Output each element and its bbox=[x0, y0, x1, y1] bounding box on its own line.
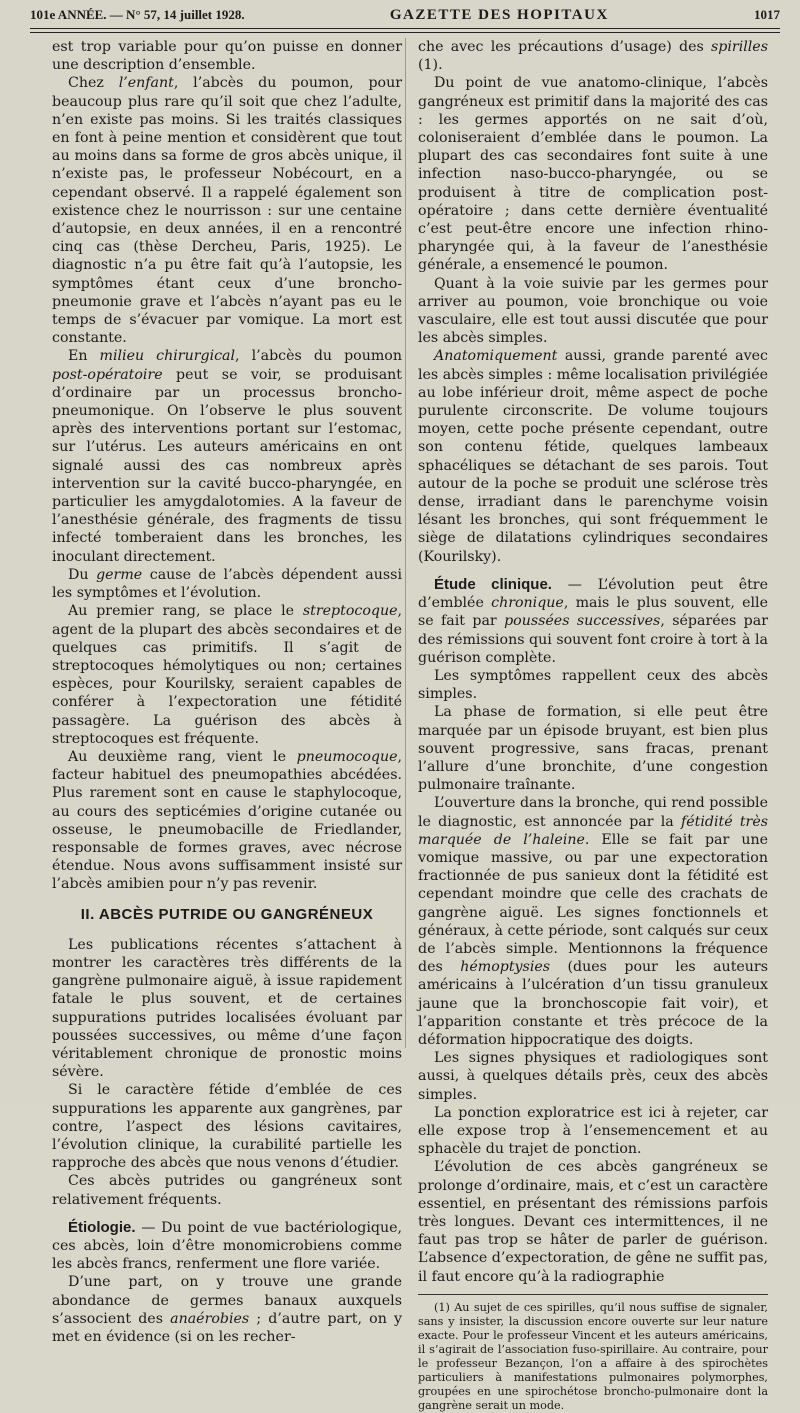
paragraph: Les signes physiques et radiologiques sont aussi, à quelques détails près, ceux des abcès simples. bbox=[418, 1050, 768, 1103]
paragraph: che avec les précautions d’usage) des spirilles (1). bbox=[418, 39, 768, 74]
paragraph: D’une part, on y trouve une grande abondance de germes banaux auxquels s’associent des anaérobies ; d’autre part, on y met en évidence (si on les recher- bbox=[52, 1274, 402, 1346]
issue-info: 101e ANNÉE. — N° 57, 14 juillet 1928. bbox=[30, 7, 245, 22]
section-heading: II. ABCÈS PUTRIDE OU GANGRÉNEUX bbox=[80, 905, 374, 923]
paragraph: Au deuxième rang, vient le pneumocoque, facteur habituel des pneumopathies abcédées. Plus rarement sont en cause le staphylocoque, au cours des septicémies d’origine cutanée ou osseuse, le pneumobacille de Friedlander, responsable de formes graves, avec nécrose étendue. Nous avons suffisamment insisté sur l’abcès amibien pour n’y pas revenir. bbox=[52, 748, 402, 893]
paragraph: Anatomiquement aussi, grande parenté avec les abcès simples : même localisation privilégiée au lobe inférieur droit, même aspect de poche purulente circonscrite. De volume toujours moyen, cette poche présente cependant, outre son contenu fétide, quelques lambeaux sphacéliques se détachant de ses parois. Tout autour de la poche se produit une sclérose très dense, irradiant dans le parenchyme voisin lésant les bronches, qui sont fréquemment le siège de dilatations cylindriques secondaires (Kourilsky). bbox=[418, 348, 768, 565]
paragraph: Ces abcès putrides ou gangréneux sont relativement fréquents. bbox=[52, 1173, 402, 1208]
paragraph: La phase de formation, si elle peut être marquée par un épisode bruyant, est bien plus souvent progressive, sans fracas, prenant l’allure d’une bronchite, d’une congestion pulmonaire traînante. bbox=[418, 704, 768, 794]
paragraph: Les symptômes rappellent ceux des abcès simples. bbox=[418, 667, 768, 703]
paragraph: Étude clinique. — L’évolution peut être d’emblée chronique, mais le plus souvent, elle se fait par poussées successives, séparées par des rémissions qui souvent font croire à tort à la guérison complète. bbox=[418, 575, 768, 666]
page-number: 1017 bbox=[753, 7, 780, 22]
footnote-rule bbox=[418, 1294, 768, 1295]
header-rule-top bbox=[30, 28, 780, 29]
paragraph: Quant à la voie suivie par les germes pour arriver au poumon, voie bronchique ou voie vasculaire, elle est tout aussi discutée que pour les abcès simples. bbox=[418, 275, 768, 347]
paragraph: Du germe cause de l’abcès dépendent aussi les symptômes et l’évolution. bbox=[52, 566, 402, 602]
paragraph: est trop variable pour qu’on puisse en donner une description d’ensemble. bbox=[52, 39, 402, 74]
footnote: (1) Au sujet de ces spirilles, qu’il nous suffise de signaler, sans y insister, la discussion encore ouverte sur leur nature exacte. Pour le professeur Vincent et les auteurs américains, il s’agirait de l’association fuso-spirillaire. Au contraire, pour le professeur Bezançon, l’on a affaire à des spirochètes particuliers à manifestations pulmonaires polymorphes, groupées en une spirochétose broncho-pulmonaire dont la gangrène serait un mode. bbox=[418, 1300, 768, 1412]
paragraph: Au premier rang, se place le streptocoque, agent de la plupart des abcès secondaires et de quelques cas primitifs. Il s’agit de streptocoques hémolytiques ou non; certaines espèces, pour Kourilsky, seraient capables de conférer à l’expectoration une fétidité passagère. La guérison des abcès à streptocoques est fréquente. bbox=[52, 603, 402, 747]
subsection-heading: Étiologie. bbox=[68, 1218, 136, 1236]
paragraph: Du point de vue anatomo-clinique, l’abcès gangréneux est primitif dans la majorité des cas : les germes apportés on ne sait d’où, coloniseraient d’emblée dans le poumon. La plupart des cas secondaires font suite à une infection naso-bucco-pharyngée, ou se produisent à titre de complication post-opératoire ; dans cette dernière éventualité c’est peut-être encore une infection rhino-pharyngée qui, à la faveur de l’anesthésie générale, a ensemencé le poumon. bbox=[418, 75, 768, 274]
column-divider bbox=[405, 38, 406, 1048]
header-rule-bottom bbox=[30, 32, 780, 33]
paragraph: La ponction exploratrice est ici à rejeter, car elle expose trop à l’ensemencement et au sphacèle du trajet de ponction. bbox=[418, 1104, 768, 1158]
right-column bbox=[418, 38, 768, 1413]
publication-title: GAZETTE DES HOPITAUX bbox=[389, 6, 609, 23]
paragraph: Étiologie. — Du point de vue bactériologique, ces abcès, loin d’être monomicrobiens comme les abcès francs, renferment une flore variée. bbox=[52, 1218, 402, 1273]
left-column bbox=[52, 38, 402, 1346]
paragraph: Les publications récentes s’attachent à montrer les caractères très différents de la gangrène pulmonaire aiguë, à issue rapidement fatale le plus souvent, et de certaines suppurations putrides localisées évoluant par poussées successives, ou même d’une façon véritablement chronique de pronostic moins sévère. bbox=[52, 936, 402, 1081]
paragraph: Si le caractère fétide d’emblée de ces suppurations les apparente aux gangrènes, par contre, l’aspect des lésions cavitaires, l’évolution clinique, la curabilité partielle les rapproche des abcès que nous venons d’étudier. bbox=[52, 1082, 402, 1172]
paragraph: En milieu chirurgical, l’abcès du poumon post-opératoire peut se voir, se produisant d’ordinaire par un processus broncho-pneumonique. On l’observe le plus souvent après des interventions portant sur l’estomac, sur l’utérus. Les auteurs américains en ont signalé aussi des cas nombreux après intervention sur la cavité bucco-pharyngée, en particulier les amygdalotomies. A la faveur de l’anesthésie générale, des fragments de tissu infecté tomberaient dans les bronches, les inoculant directement. bbox=[52, 348, 402, 565]
paragraph: L’ouverture dans la bronche, qui rend possible le diagnostic, est annoncée par la fétidité très marquée de l’haleine. Elle se fait par une vomique massive, ou par une expectoration fractionnée de pus sanieux dont la fétidité est cependant moindre que celle des crachats de gangrène aiguë. Les signes fonctionnels et généraux, à cette période, sont calqués sur ceux de l’abcès simple. Mentionnons la fréquence des hémoptysies (dues pour les auteurs américains à l’ulcération d’un tissu granuleux jaune que la bronchoscopie fait voir), et l’apparition constante et très précoce de la déformation hippocratique des doigts. bbox=[418, 795, 768, 1048]
paragraph: Chez l’enfant, l’abcès du poumon, pour beaucoup plus rare qu’il soit que chez l’adulte, n’en existe pas moins. Si les traités classiques en font à peine mention et considèrent que tout au moins dans sa forme de gros abcès unique, il n’existe pas, le professeur Nobécourt, en a cependant observé. Il a rappelé également son existence chez le nourrisson : sur une centaine d’autopsie, en deux années, il en a rencontré cinq cas (thèse Dercheu, Paris, 1925). Le diagnostic n’a pu être fait qu’à l’autopsie, les symptômes étant ceux d’une broncho-pneumonie grave et l’abcès n’ayant pas eu le temps de s’évacuer par vomique. La mort est constante. bbox=[52, 75, 402, 347]
page-header bbox=[30, 4, 780, 26]
paragraph: L’évolution de ces abcès gangréneux se prolonge d’ordinaire, mais, et c’est un caractère essentiel, en présentant des rémissions parfois très longues. Devant ces intermittences, il ne faut pas trop se hâter de parler de guérison. L’absence d’expectoration, de gêne ne suffit pas, il faut encore qu’à la radiographie bbox=[418, 1159, 768, 1285]
subsection-heading: Étude clinique. bbox=[434, 575, 552, 593]
